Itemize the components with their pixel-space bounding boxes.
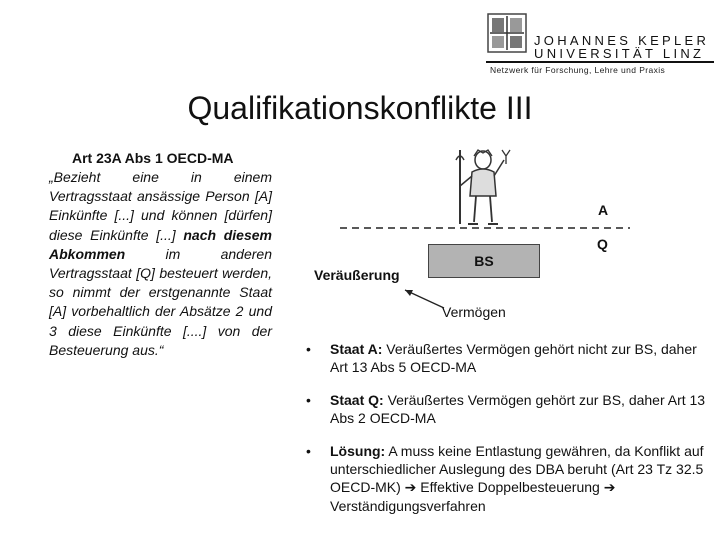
- person-figure-icon: [450, 146, 516, 230]
- logo-line-2: UNIVERSITÄT LINZ: [534, 46, 705, 61]
- label-state-a: A: [598, 202, 609, 218]
- label-vermoegen: Vermögen: [442, 304, 506, 320]
- bullet-label: Staat A:: [330, 341, 383, 357]
- bullet-label: Lösung:: [330, 443, 386, 459]
- bullet-list: [306, 340, 706, 530]
- bullet-dot: •: [306, 392, 311, 408]
- label-veraeusserung: Veräußerung: [314, 267, 400, 283]
- quote-part-1: „Bezieht eine in einem Vertragsstaat ansässige Person [A] Einkünfte [...] und können [dürfen] diese Einkünfte [...]: [49, 169, 272, 243]
- quote-part-2: im anderen Vertragsstaat [Q] besteuert werden, so nimmt der erstgenannte Staat [A] vorbehaltlich der Absätze 2 und 3 diese Einkünfte [....] von der Besteuerung aus.“: [49, 245, 272, 358]
- bullet-dot: •: [306, 341, 311, 357]
- bullet-loesung: [306, 442, 706, 515]
- logo-line-1: JOHANNES KEPLER: [534, 33, 710, 48]
- bullet-staat-q: [306, 391, 706, 427]
- university-logo: [486, 10, 714, 75]
- bullet-dot: •: [306, 443, 311, 459]
- bullet-text: Effektive Doppelbesteuerung: [416, 479, 604, 495]
- quote-bold: nach diesem Abkommen: [49, 226, 272, 262]
- bullet-staat-a: [306, 340, 706, 376]
- logo-tagline: Netzwerk für Forschung, Lehre und Praxis: [490, 65, 666, 75]
- bullet-text: Veräußertes Vermögen gehört zur BS, daher Art 13 Abs 2 OECD-MA: [330, 392, 706, 426]
- article-heading: Art 23A Abs 1 OECD-MA: [72, 150, 234, 166]
- logo-divider: [486, 61, 714, 63]
- bullet-text: Veräußertes Vermögen gehört nicht zur BS, daher Art 13 Abs 5 OECD-MA: [330, 341, 697, 375]
- label-state-q: Q: [597, 236, 608, 252]
- slide-title: Qualifikationskonflikte III: [187, 90, 533, 126]
- bs-box: BS: [428, 244, 540, 278]
- diagram: [300, 138, 710, 338]
- bullet-label: Staat Q:: [330, 392, 384, 408]
- bullet-text: Verständigungsverfahren: [330, 498, 486, 514]
- article-quote: [49, 168, 272, 360]
- university-crest-icon: [486, 12, 528, 54]
- bullet-text: A muss keine Entlastung gewähren, da Konflikt auf unterschiedlicher Auslegung des DBA beruht (Art 23 Tz 32.5 OECD-MK): [330, 443, 704, 495]
- right-arrow-icon: ➔: [404, 480, 417, 496]
- right-arrow-icon: ➔: [603, 480, 616, 496]
